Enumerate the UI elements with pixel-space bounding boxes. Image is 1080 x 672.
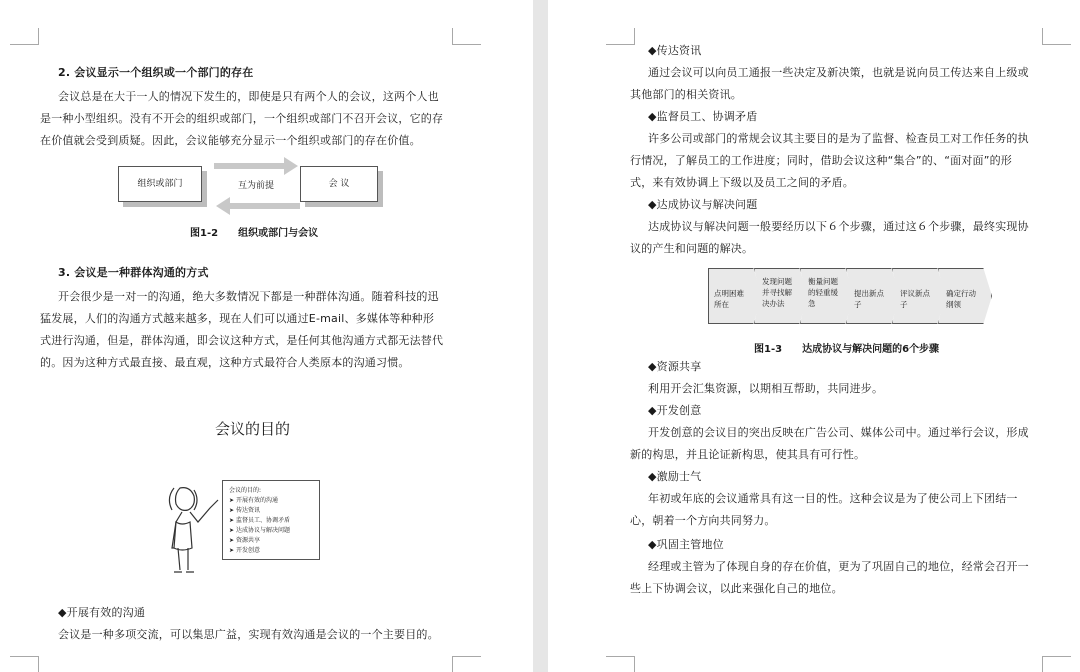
board-item-text: 达成协议与解决问题 [235,527,290,534]
step-label: 衡量问题的轻重缓急 [808,277,838,308]
figure-box-meeting: 会 议 [300,166,378,202]
step-label: 确定行动纲领 [946,289,976,309]
page-corner-mark [10,28,39,45]
step-label: 评议新点子 [900,289,930,309]
board-item: ➤ 传达资讯 [229,507,260,514]
illustration-heading: 会议的目的 [215,420,291,438]
paragraph-line: 新的构思，并且论证新构思，使其具有可行性。 [630,448,866,461]
step-label: 提出新点子 [854,289,884,309]
paragraph-line: 在价值就会受到质疑。因此，会议能够充分显示一个组织或部门的存在价值。 [40,134,421,147]
page-corner-mark [452,28,481,45]
arrow-left-icon [214,196,300,216]
board-title: 会议的目的: [229,487,262,494]
figure-caption: 图1-2 组织或部门与会议 [190,228,319,239]
paragraph-line: 是一种小型组织。没有不开会的组织或部门，一个组织或部门不召开会议，它的存 [40,112,444,125]
figure-box-organization: 组织或部门 [118,166,202,202]
board-item-text: 资源共享 [235,537,260,544]
board-item: ➤ 开展有效的沟通 [229,497,278,504]
section-heading: 2. 会议显示一个组织或一个部门的存在 [58,66,254,79]
paragraph-line: 许多公司或部门的常规会议其主要目的是为了监督、检查员工对工作任务的执 [648,132,1029,145]
document-page-right [548,0,1080,672]
board-item: ➤ 监督员工、协调矛盾 [229,517,290,524]
board-item: ➤ 资源共享 [229,537,260,544]
step-label: 点明困难所在 [714,289,744,309]
bullet-heading: ◆传达资讯 [648,44,702,57]
paragraph-line: 猛发展，人们的沟通方式越来越多，现在人们可以通过E-mail、多媒体等种种形 [40,312,435,325]
figure-caption: 图1-3 达成协议与解决问题的6个步骤 [754,344,940,355]
paragraph-line: 其他部门的相关资讯。 [630,88,742,101]
page-corner-mark [606,656,635,672]
board-item-text: 传达资讯 [235,507,260,514]
paragraph-line: 会议总是在大于一人的情况下发生的，即使是只有两个人的会议，这两个人也 [58,90,439,103]
bullet-heading: ◆开发创意 [648,404,702,417]
bullet-heading: ◆巩固主管地位 [648,538,724,551]
steps-flow [708,268,994,322]
section-heading: 3. 会议是一种群体沟通的方式 [58,266,209,279]
paragraph-line: 议的产生和问题的解决。 [630,242,754,255]
page-corner-mark [1042,656,1071,672]
paragraph-line: 式，来有效协调上下级以及员工之间的矛盾。 [630,176,854,189]
bullet-heading: ◆达成协议与解决问题 [648,198,758,211]
presentation-board [222,480,320,560]
paragraph-line: 式进行沟通，但是，群体沟通，即会议这种方式，是任何其他沟通方式都无法替代 [40,334,444,347]
board-item: ➤ 达成协议与解决问题 [229,527,290,534]
document-page-left [0,0,533,672]
paragraph-line: 心，朝着一个方向共同努力。 [630,514,776,527]
figure-middle-label: 互为前提 [238,181,275,191]
page-corner-mark [10,656,39,672]
paragraph-line: 些上下协调会议，以此来强化自己的地位。 [630,582,843,595]
paragraph-line: 通过会议可以向员工通报一些决定及新决策，也就是说向员工传达来自上级或 [648,66,1029,79]
board-item-text: 监督员工、协调矛盾 [235,517,290,524]
page-corner-mark [452,656,481,672]
bullet-heading: ◆监督员工、协调矛盾 [648,110,758,123]
paragraph-line: 的。因为这种方式最直接、最直观，这种方式最符合人类原本的沟通习惯。 [40,356,410,369]
paragraph-line: 会议是一种多项交流，可以集思广益，实现有效沟通是会议的一个主要目的。 [58,628,439,641]
paragraph-line: 开发创意的会议目的突出反映在广告公司、媒体公司中。通过举行会议，形成 [648,426,1029,439]
step-label: 发现问题并寻找解决办法 [762,277,792,308]
paragraph-line: 年初或年底的会议通常具有这一目的性。这种会议是为了使公司上下团结一 [648,492,1018,505]
page-corner-mark [1042,28,1071,45]
paragraph-line: 开会很少是一对一的沟通，绝大多数情况下都是一种群体沟通。随着科技的迅 [58,290,439,303]
bullet-heading: ◆开展有效的沟通 [58,606,146,619]
bullet-heading: ◆激励士气 [648,470,702,483]
board-item: ➤ 开发创意 [229,547,260,554]
page-corner-mark [606,28,635,45]
paragraph-line: 经理或主管为了体现自身的存在价值，更为了巩固自己的地位，经常会召开一 [648,560,1029,573]
arrow-right-icon [214,156,300,176]
bullet-heading: ◆资源共享 [648,360,702,373]
paragraph-line: 利用开会汇集资源，以期相互帮助，共同进步。 [648,382,884,395]
presenter-illustration [160,478,224,578]
paragraph-line: 达成协议与解决问题一般要经历以下６个步骤，通过这６个步骤，最终实现协 [648,220,1029,233]
board-item-text: 开展有效的沟通 [235,497,278,504]
board-item-text: 开发创意 [235,547,260,554]
paragraph-line: 行情况，了解员工的工作进度；同时，借助会议这种“集合”的、“面对面”的形 [630,154,1012,167]
